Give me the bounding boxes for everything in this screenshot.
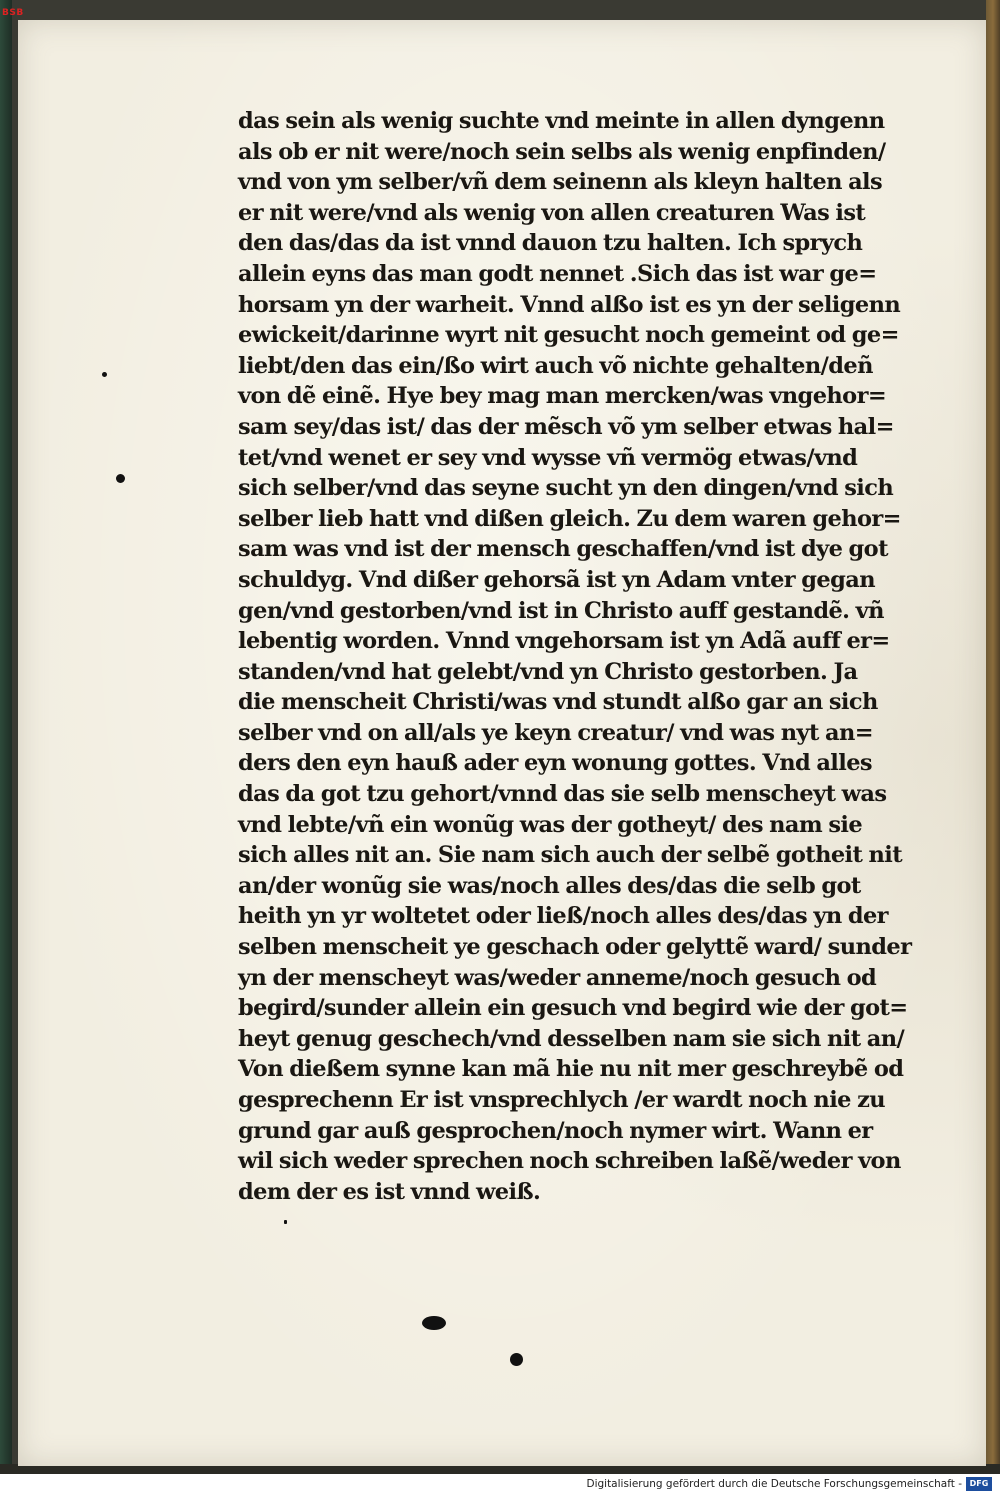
ink-dot-mark bbox=[102, 372, 107, 377]
text-line: grund gar auß gesprochen/noch nymer wirt. Wann er bbox=[238, 1117, 873, 1144]
text-line: den das/das da ist vnnd dauon tzu halten. Ich sprych bbox=[238, 230, 863, 257]
text-line: horsam yn der warheit. Vnnd alßo ist es yn der seligenn bbox=[238, 291, 901, 318]
text-line: allein eyns das man godt nennet .Sich das ist war ge= bbox=[238, 260, 877, 287]
text-line: an/der wonũg sie was/noch alles des/das die selb got bbox=[238, 872, 861, 899]
text-line: er nit were/vnd als wenig von allen creaturen Was ist bbox=[238, 199, 866, 226]
text-line: die menscheit Christi/was vnd stundt alßo gar an sich bbox=[238, 689, 878, 716]
text-line: tet/vnd wenet er sey vnd wysse vñ vermög etwas/vnd bbox=[238, 444, 858, 471]
text-line: als ob er nit were/noch sein selbs als wenig enpfinden/ bbox=[238, 138, 886, 165]
text-line: heith yn yr woltetet oder ließ/noch alles des/das yn der bbox=[238, 903, 888, 930]
footer-bar bbox=[0, 1474, 1000, 1495]
text-line: das sein als wenig suchte vnd meinte in allen dyngenn bbox=[238, 108, 885, 134]
text-line: begird/sunder allein ein gesuch vnd begird wie der got= bbox=[238, 995, 908, 1022]
text-line: selben menscheit ye geschach oder gelyttẽ ward/ sunder bbox=[238, 934, 912, 961]
library-stamp: BSB bbox=[2, 8, 24, 18]
ink-dot-mark bbox=[116, 474, 125, 483]
dfg-logo: DFG bbox=[966, 1477, 992, 1491]
text-line: yn der menscheyt was/weder anneme/noch gesuch od bbox=[238, 964, 877, 991]
text-line: dem der es ist vnnd weiß. bbox=[238, 1178, 541, 1205]
text-line: sam sey/das ist/ das der mẽsch võ ym selber etwas hal= bbox=[238, 413, 894, 440]
ink-dot-bottom bbox=[510, 1353, 523, 1366]
text-line: vnd von ym selber/vñ dem seinenn als kleyn halten als bbox=[238, 169, 883, 196]
text-line: heyt genug geschech/vnd desselben nam sie sich nit an/ bbox=[238, 1025, 905, 1052]
text-line: lebentig worden. Vnnd vngehorsam ist yn Adã auff er= bbox=[238, 628, 890, 655]
text-line: sich selber/vnd das seyne sucht yn den dingen/vnd sich bbox=[238, 475, 894, 502]
ink-blot-large bbox=[422, 1316, 446, 1330]
body-text bbox=[238, 106, 918, 1207]
binding-edge-right bbox=[986, 0, 1000, 1474]
text-line: selber lieb hatt vnd dißen gleich. Zu dem waren gehor= bbox=[238, 505, 901, 532]
text-line: standen/vnd hat gelebt/vnd yn Christo gestorben. Ja bbox=[238, 658, 858, 685]
binding-edge-left bbox=[0, 0, 12, 1474]
text-line: Von dießem synne kan mã hie nu nit mer geschreybẽ od bbox=[238, 1056, 904, 1083]
text-line: schuldyg. Vnd dißer gehorsã ist yn Adam vnter gegan bbox=[238, 566, 876, 593]
text-line: selber vnd on all/als ye keyn creatur/ vnd was nyt an= bbox=[238, 719, 873, 746]
tick-mark bbox=[284, 1220, 287, 1224]
text-line: das da got tzu gehort/vnnd das sie selb menscheyt was bbox=[238, 781, 887, 808]
text-line: gen/vnd gestorben/vnd ist in Christo auff gestandẽ. vñ bbox=[238, 597, 884, 624]
text-line: von dẽ einẽ. Hye bey mag man mercken/was vngehor= bbox=[238, 383, 887, 410]
text-line: vnd lebte/vñ ein wonũg was der gotheyt/ des nam sie bbox=[238, 811, 863, 838]
text-line: sam was vnd ist der mensch geschaffen/vnd ist dye got bbox=[238, 536, 888, 563]
paper-page bbox=[18, 20, 986, 1466]
text-line: gesprechenn Er ist vnsprechlych /er wardt noch nie zu bbox=[238, 1087, 886, 1113]
text-line: sich alles nit an. Sie nam sich auch der selbẽ gotheit nit bbox=[238, 842, 903, 869]
text-line: ders den eyn hauß ader eyn wonung gottes. Vnd alles bbox=[238, 750, 872, 777]
text-line: wil sich weder sprechen noch schreiben laßẽ/weder von bbox=[238, 1148, 901, 1175]
text-line: liebt/den das ein/ßo wirt auch võ nichte gehalten/deñ bbox=[238, 352, 873, 379]
footer-credit: Digitalisierung gefördert durch die Deutsche Forschungsgemeinschaft - bbox=[586, 1478, 962, 1490]
text-line: ewickeit/darinne wyrt nit gesucht noch gemeint od ge= bbox=[238, 322, 899, 349]
